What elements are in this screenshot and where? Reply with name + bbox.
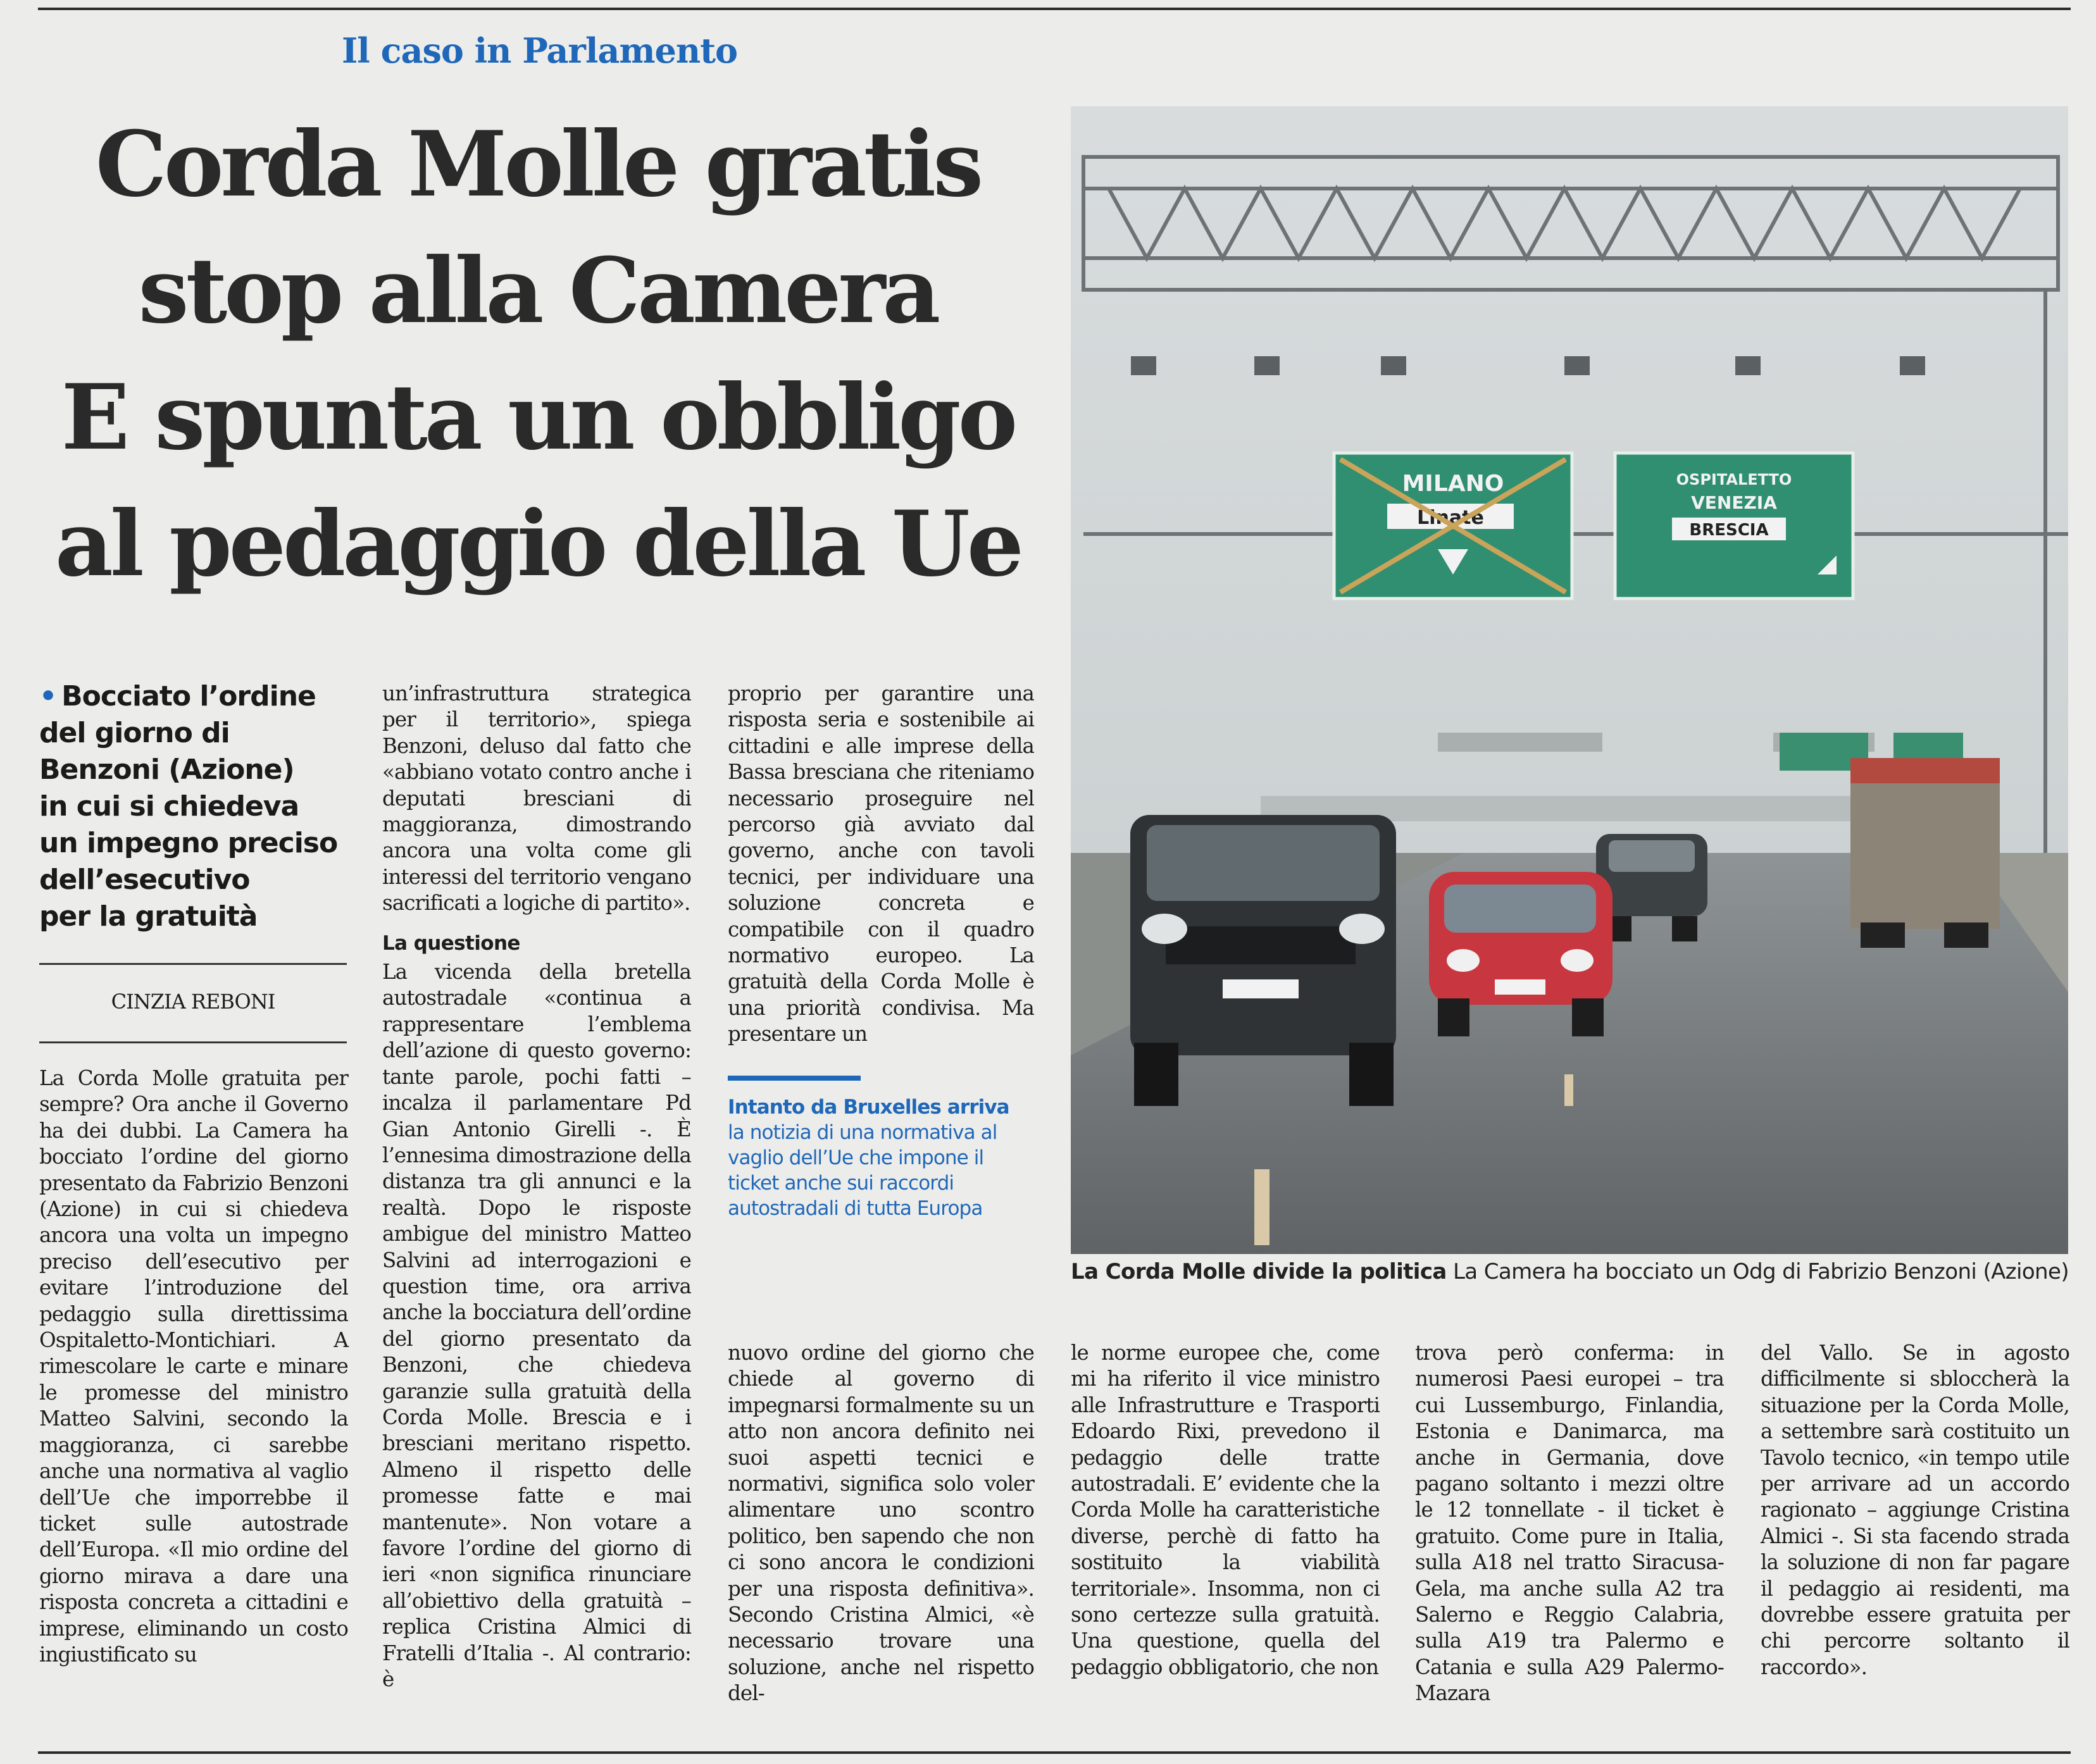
- divider: [39, 963, 347, 965]
- caption-bold: La Corda Molle divide la politica: [1071, 1259, 1447, 1284]
- article-paragraph: proprio per garantire una risposta seria e sostenibile ai cittadini e alle imprese della Bassa bresciana che riteniamo necessario proseguire nel percorso già avviato dal governo, anche con tavoli tecnici, per individuare una soluzione concreta e compatibile con il quadro normativo europeo. La gratuità della Corda Molle è una priorità condivisa. Ma presentare un: [728, 681, 1034, 1047]
- article-column-4: [1071, 1340, 1380, 1680]
- byline: CINZIA REBONI: [111, 990, 275, 1014]
- sign-milano: [1334, 453, 1572, 599]
- svg-text:VENEZIA: VENEZIA: [1691, 492, 1777, 513]
- article-column-3-bottom: [728, 1340, 1034, 1707]
- deck-line-7: per la gratuità: [39, 900, 258, 933]
- article-paragraph: del Vallo. Se in agosto difficilmente si sbloccherà la situazione per la Corda Molle, a settembre sarà costituito un Tavolo tecnico, «in tempo utile per arrivare ad un accordo ragionato – aggiunge Cristina Almici -. Si sta facendo strada la soluzione di non far pagare il pedaggio ai residenti, ma dovrebbe essere gratuita per chi percorre soltanto il raccordo».: [1761, 1341, 2069, 1679]
- photo-caption: [1071, 1259, 2083, 1284]
- highway-photo: [1071, 106, 2068, 1254]
- section-kicker: Il caso in Parlamento: [342, 30, 738, 71]
- bullet-icon: •: [39, 680, 57, 712]
- highway-illustration: [1071, 106, 2068, 1254]
- sign-ospitaletto: [1615, 453, 1853, 599]
- headline-line-4: al pedaggio della Ue: [54, 492, 1021, 597]
- article-paragraph: nuovo ordine del giorno che chiede al governo di impegnarsi formalmente su un atto non ancora definito nei suoi aspetti tecnici e normativi, significa solo voler alimentare uno scontro politico, ben sapendo che non ci sono ancora le condizioni per una risposta definitiva». Secondo Cristina Almici, «è necessario trovare una soluzione, anche nel rispetto del-: [728, 1341, 1034, 1706]
- article-paragraph: le norme europee che, come mi ha riferito il vice ministro alle Infrastrutture e Trasporti Edoardo Rixi, prevedono il pedaggio delle tratte autostradali. E’ evidente che la Corda Molle ha caratteristiche diverse, perchè di fatto ha sostituito la viabilità territoriale». Insomma, non ci sono certezze sulla gratuità. Una questione, quella del pedaggio obbligatorio, che non: [1071, 1341, 1380, 1679]
- article-column-1: [39, 1065, 348, 1668]
- article-paragraph: un’infrastruttura strategica per il territorio», spiega Benzoni, deluso dal fatto che «abbiano votato contro anche i deputati bresciani di maggioranza, dimostrando ancora una volta come gli interessi del territorio vengano sacrificati a logiche di partito».: [382, 681, 691, 916]
- caption-text: La Camera ha bocciato un Odg di Fabrizio Benzoni (Azione): [1446, 1259, 2069, 1284]
- deck-summary: [39, 678, 356, 935]
- deck-line-5: un impegno preciso: [39, 827, 338, 859]
- truck: [1850, 758, 2000, 948]
- deck-line-3: Benzoni (Azione): [39, 754, 294, 786]
- pull-quote: [728, 1076, 1032, 1221]
- article-paragraph: La vicenda della bretella autostradale «continua a rappresentare l’emblema dell’azione di questo governo: tante parole, pochi fatti – incalza il parlamentare Pd Gian Antonio Girelli -. È l’ennesima dimostrazione della distanza tra gli annunci e la realtà. Dopo le risposte ambigue del ministro Matteo Salvini ad interrogazioni e question time, ora arriva anche la bocciatura dell’ordine del giorno presentato da Benzoni, che chiedeva garanzie sulla gratuità della Corda Molle. Brescia e i bresciani meritano rispetto. Almeno il rispetto delle promesse fatte e mai mantenute». Non votare a favore l’ordine del giorno di ieri «non significa rinunciare all’obiettivo della gratuità – replica Cristina Almici di Fratelli d’Italia -. Al contrario: è: [382, 960, 691, 1692]
- article-paragraph: trova però conferma: in numerosi Paesi europei – tra cui Lussemburgo, Finlandia, Estonia e Danimarca, ma anche in Germania, dove pagano soltanto i mezzi oltre le 12 tonnellate - il ticket è gratuito. Come pure in Italia, sulla A18 nel tratto Siracusa-Gela, ma anche sulla A2 tra Salerno e Reggio Calabria, sulla A19 tra Palermo e Catania e sulla A29 Palermo-Mazara: [1415, 1341, 1724, 1706]
- divider: [39, 1041, 347, 1043]
- svg-text:OSPITALETTO: OSPITALETTO: [1676, 471, 1792, 488]
- deck-line-6: dell’esecutivo: [39, 864, 250, 896]
- deck-line-2: del giorno di: [39, 717, 230, 749]
- article-column-2: [382, 681, 691, 1693]
- svg-text:MILANO: MILANO: [1402, 471, 1504, 497]
- pull-quote-bold: Intanto da Bruxelles arriva: [728, 1096, 1009, 1119]
- deck-line-4: in cui si chiedeva: [39, 790, 299, 823]
- top-rule: [38, 8, 2071, 10]
- subheading: La questione: [382, 931, 520, 955]
- headline-line-3: E spunta un obbligo: [61, 365, 1015, 470]
- svg-text:Linate: Linate: [1417, 507, 1484, 529]
- headline-line-2: stop alla Camera: [138, 239, 938, 344]
- headline-line-1: Corda Molle gratis: [95, 112, 981, 217]
- article-column-3-top: [728, 681, 1034, 1048]
- deck-line-1: Bocciato l’ordine: [61, 680, 316, 712]
- svg-text:BRESCIA: BRESCIA: [1689, 521, 1769, 540]
- pull-quote-bar: [728, 1076, 861, 1081]
- article-column-5: [1415, 1340, 1724, 1707]
- article-column-6: [1761, 1340, 2069, 1680]
- bottom-rule: [38, 1751, 2071, 1754]
- pull-quote-text: la notizia di una normativa al vaglio dell’Ue che impone il ticket anche sui raccordi autostradali di tutta Europa: [728, 1121, 997, 1220]
- headline: [44, 101, 1032, 607]
- article-paragraph: La Corda Molle gratuita per sempre? Ora anche il Governo ha dei dubbi. La Camera ha bocciato l’ordine del giorno presentato da Fabrizio Benzoni (Azione) in cui si chiedeva ancora una volta un impegno preciso dell’esecutivo per evitare l’introduzione del pedaggio sulla direttissima Ospitaletto-Montichiari. A rimescolare le carte e minare le promesse del ministro Matteo Salvini, secondo la maggioranza, ci sarebbe anche una normativa al vaglio dell’Ue che imporrebbe il ticket sulle autostrade dell’Europa. «Il mio ordine del giorno mirava a dare una risposta concreta a cittadini e imprese, eliminando un costo ingiustificato su: [39, 1066, 348, 1667]
